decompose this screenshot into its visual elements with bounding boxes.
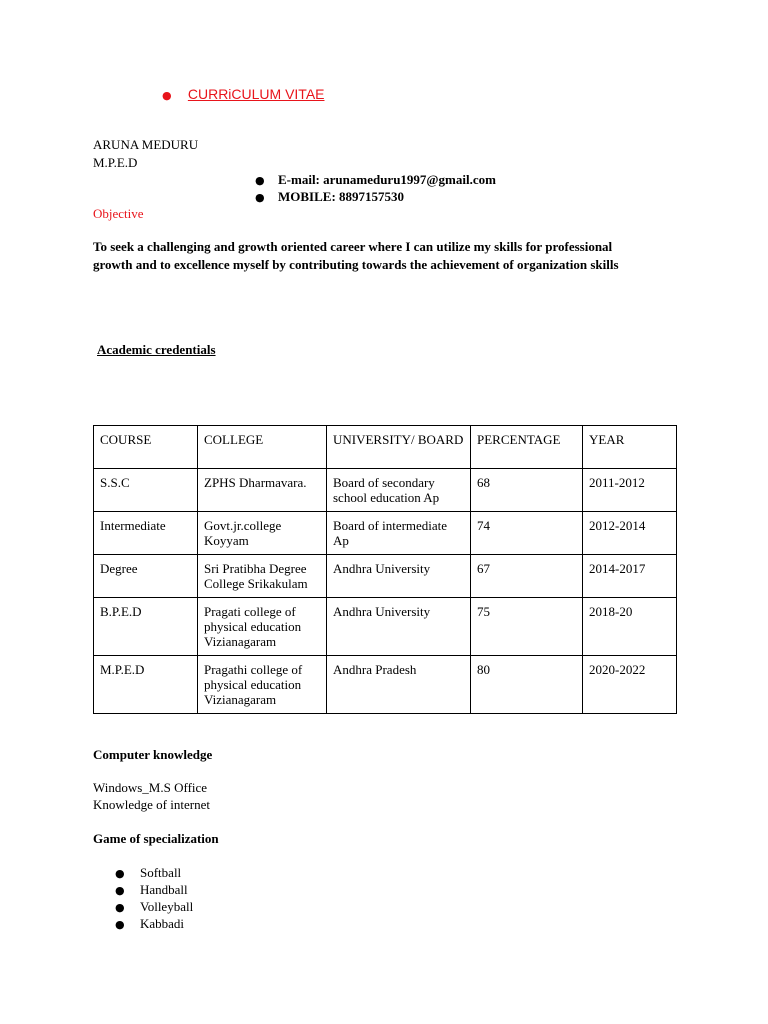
table-cell: Degree — [94, 555, 198, 598]
table-cell: S.S.C — [94, 469, 198, 512]
table-cell: Sri Pratibha Degree College Srikakulam — [198, 555, 327, 598]
table-cell: Govt.jr.college Koyyam — [198, 512, 327, 555]
bullet-icon: ● — [115, 918, 125, 931]
table-cell: M.P.E.D — [94, 656, 198, 714]
table-cell: Andhra Pradesh — [327, 656, 471, 714]
table-cell: 80 — [471, 656, 583, 714]
objective-line-2: growth and to excellence myself by contributing towards the achievement of organization skills — [93, 257, 619, 272]
table-row — [94, 598, 677, 656]
table-row — [94, 656, 677, 714]
table-row — [94, 469, 677, 512]
game-item: Kabbadi — [140, 916, 185, 931]
objective-line-1: To seek a challenging and growth oriented career where I can utilize my skills for professional — [93, 239, 613, 254]
list-item — [115, 899, 193, 915]
email-line — [255, 172, 496, 188]
table-cell: ZPHS Dharmavara. — [198, 469, 327, 512]
email-text: E-mail: arunameduru1997@gmail.com — [278, 172, 496, 187]
column-header: YEAR — [583, 426, 677, 469]
academic-table — [93, 425, 677, 714]
computer-heading: Computer knowledge — [93, 747, 213, 762]
bullet-icon: ● — [162, 89, 172, 102]
table-row — [94, 512, 677, 555]
table-cell: 2014-2017 — [583, 555, 677, 598]
mobile-text: MOBILE: 8897157530 — [278, 189, 405, 204]
table-cell: 67 — [471, 555, 583, 598]
table-cell: 2020-2022 — [583, 656, 677, 714]
page-title: CURRiCULUM VITAE — [187, 86, 325, 102]
title-line — [162, 86, 325, 103]
table-cell: Andhra University — [327, 598, 471, 656]
table-cell: Andhra University — [327, 555, 471, 598]
table-cell: 2011-2012 — [583, 469, 677, 512]
table-cell: Intermediate — [94, 512, 198, 555]
list-item — [115, 865, 181, 881]
computer-line-1: Windows_M.S Office — [93, 780, 208, 795]
table-cell: 75 — [471, 598, 583, 656]
table-cell: 2018-20 — [583, 598, 677, 656]
table-row — [94, 555, 677, 598]
column-header: COLLEGE — [198, 426, 327, 469]
game-item: Volleyball — [140, 899, 194, 914]
objective-heading: Objective — [93, 206, 144, 221]
table-cell: Board of intermediate Ap — [327, 512, 471, 555]
bullet-icon: ● — [255, 174, 265, 187]
table-cell: 68 — [471, 469, 583, 512]
column-header: COURSE — [94, 426, 198, 469]
candidate-degree: M.P.E.D — [93, 155, 138, 170]
list-item — [115, 882, 188, 898]
candidate-name: ARUNA MEDURU — [93, 137, 199, 152]
table-cell: Pragati college of physical education Vizianagaram — [198, 598, 327, 656]
academic-heading: Academic credentials — [97, 342, 216, 357]
game-item: Softball — [140, 865, 182, 880]
table-header-row — [94, 426, 677, 469]
table-cell: Board of secondary school education Ap — [327, 469, 471, 512]
list-item — [115, 916, 184, 932]
games-heading: Game of specialization — [93, 831, 219, 846]
column-header: UNIVERSITY/ BOARD — [327, 426, 471, 469]
bullet-icon: ● — [115, 867, 125, 880]
mobile-line — [255, 189, 404, 205]
bullet-icon: ● — [255, 191, 265, 204]
table-cell: 2012-2014 — [583, 512, 677, 555]
bullet-icon: ● — [115, 884, 125, 897]
column-header: PERCENTAGE — [471, 426, 583, 469]
computer-line-2: Knowledge of internet — [93, 797, 210, 812]
table-cell: B.P.E.D — [94, 598, 198, 656]
game-item: Handball — [140, 882, 188, 897]
table-cell: Pragathi college of physical education Vizianagaram — [198, 656, 327, 714]
bullet-icon: ● — [115, 901, 125, 914]
table-cell: 74 — [471, 512, 583, 555]
